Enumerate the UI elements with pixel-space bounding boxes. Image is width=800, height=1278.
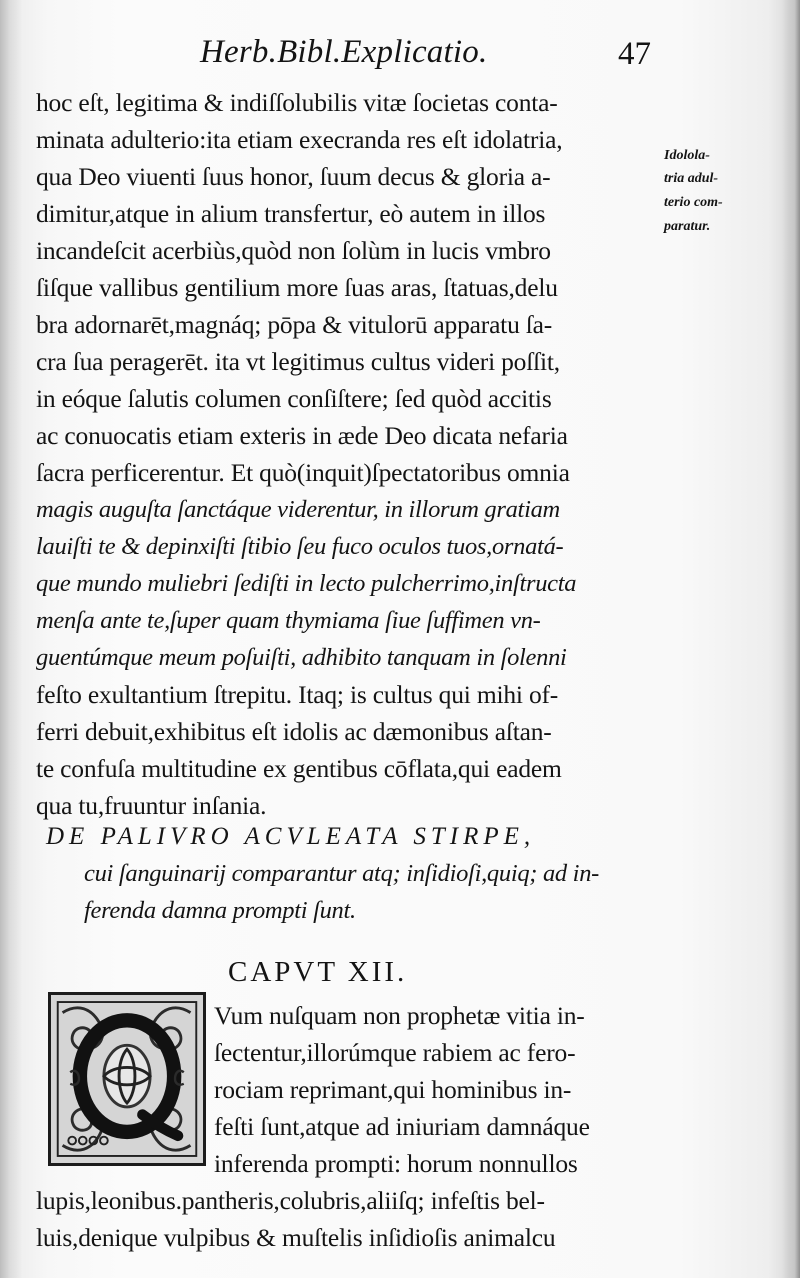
body-line: guentúmque meum poſuiſti, adhibito tanquam in ſolenni	[36, 644, 567, 671]
chapter-body-line: rociam reprimant,qui hominibus in-	[214, 1075, 572, 1104]
marginal-note-line: paratur.	[664, 219, 711, 234]
section-heading-subtitle: ferenda damna prompti ſunt.	[84, 897, 356, 924]
binding-shadow	[0, 0, 22, 1278]
body-line: menſa ante te,ſuper quam thymiama ſiue ſuffimen vn-	[36, 607, 541, 634]
chapter-title: CAPVT XII.	[228, 956, 408, 988]
body-line: ſiſque vallibus gentilium more ſuas aras, ſtatuas,delu	[36, 273, 558, 302]
body-line: qua Deo viuenti ſuus honor, ſuum decus & gloria a-	[36, 162, 551, 191]
running-head-title: Herb.Bibl.Explicatio.	[200, 34, 488, 70]
page-number: 47	[618, 36, 651, 72]
body-line: hoc eſt, legitima & indiſſolubilis vitæ ſocietas conta-	[36, 88, 558, 117]
chapter-body-line: feſti ſunt,atque ad iniuriam damnáque	[214, 1112, 590, 1141]
body-line: minata adulterio:ita etiam execranda res eſt idolatria,	[36, 125, 563, 154]
body-line: feſto exultantium ſtrepitu. Itaq; is cultus qui mihi of-	[36, 680, 559, 709]
chapter-body-line: lupis,leonibus.pantheris,colubris,aliiſq; infeſtis bel-	[36, 1186, 545, 1215]
body-line: dimitur,atque in alium transfertur, eò autem in illos	[36, 199, 546, 228]
section-heading-subtitle: cui ſanguinarij comparantur atq; inſidioſi,quiq; ad in-	[84, 860, 599, 887]
body-line: bra adornarēt,magnáq; pōpa & vitulorū apparatu ſa-	[36, 310, 553, 339]
chapter-body-line: luis,denique vulpibus & muſtelis inſidioſis animalcu	[36, 1223, 556, 1252]
chapter-body-line: Vum nuſquam non prophetæ vitia in-	[214, 1001, 585, 1030]
body-line: ſacra perficerentur. Et quò(inquit)ſpectatoribus omnia	[36, 458, 570, 487]
body-line: ferri debuit,exhibitus eſt idolis ac dæmonibus aſtan-	[36, 717, 552, 746]
body-line: ac conuocatis etiam exteris in æde Deo dicata nefaria	[36, 421, 568, 450]
body-line: que mundo muliebri ſediſti in lecto pulcherrimo,inſtructa	[36, 570, 577, 597]
body-line: cra ſua peragerēt. ita vt legitimus cultus videri poſſit,	[36, 347, 560, 376]
marginal-note-line: terio com-	[664, 195, 723, 210]
body-line: incandeſcit acerbiùs,quòd non ſolùm in lucis vmbro	[36, 236, 551, 265]
body-line: lauiſti te & depinxiſti ſtibio ſeu fuco oculos tuos,ornatá-	[36, 533, 564, 560]
marginal-note-line: tria adul-	[664, 171, 719, 186]
page-edge-shadow	[782, 0, 800, 1278]
chapter-body-line: inferenda prompti: horum nonnullos	[214, 1149, 578, 1178]
chapter-body-line: ſectentur,illorúmque rabiem ac fero-	[214, 1038, 576, 1067]
marginal-note-line: Idolola-	[664, 148, 710, 163]
body-line: in eóque ſalutis columen conſiſtere; ſed quòd accitis	[36, 384, 552, 413]
decorated-initial-q-icon	[48, 992, 206, 1166]
body-line: qua tu,fruuntur inſania.	[36, 791, 267, 820]
section-heading-title: DE PALIVRO ACVLEATA STIRPE,	[46, 823, 536, 850]
body-line: te confuſa multitudine ex gentibus cōflata,qui eadem	[36, 754, 562, 783]
body-line: magis auguſta ſanctáque viderentur, in illorum gratiam	[36, 496, 560, 523]
